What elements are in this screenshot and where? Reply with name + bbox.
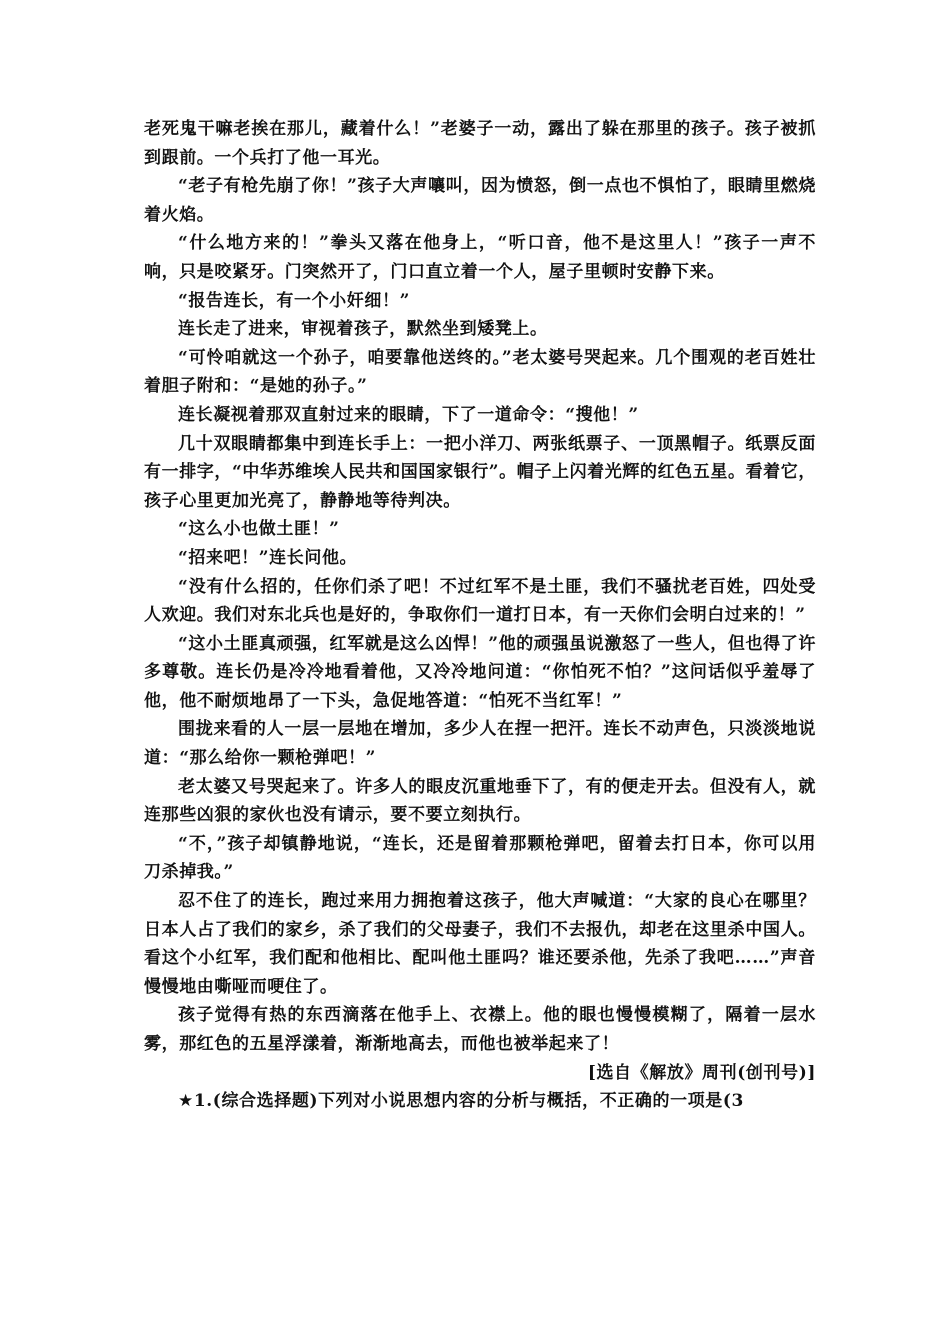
question-type: (综合选择题) bbox=[212, 1091, 319, 1112]
paragraph-16: 忍不住了的连长，跑过来用力拥抱着这孩子，他大声喊道：“大家的良心在哪里？日本人占了我们的家乡，杀了我们的父母妻子，我们不去报仇，却老在这里杀中国人。看这个小红军，我们配和他相比、配叫他土匪吗？谁还要杀他，先杀了我吧……”声音慢慢地由嘶哑而哽住了。 bbox=[144, 891, 816, 997]
paragraph-9: “这么小也做土匪！” bbox=[178, 519, 340, 540]
question-number: 1. bbox=[193, 1091, 213, 1112]
paragraph-11: “没有什么招的，任你们杀了吧！不过红军不是土匪，我们不骚扰老百姓，四处受人欢迎。我们对东北兵也是好的，争取你们一道打日本，有一天你们会明白过来的！” bbox=[144, 576, 816, 626]
paragraph-5: 连长走了进来，审视着孩子，默然坐到矮凳上。 bbox=[178, 319, 548, 340]
star-icon: ★ bbox=[178, 1091, 194, 1112]
paragraph-7: 连长凝视着那双直射过来的眼睛，下了一道命令：“搜他！” bbox=[178, 404, 639, 425]
paragraph-12: “这小土匪真顽强，红军就是这么凶悍！”他的顽强虽说激怒了一些人，但也得了许多尊敬。连长仍是冷冷地看着他，又冷冷地问道：“你怕死不怕？”这问话似乎羞辱了他，他不耐烦地昂了一下头，急促地答道：“怕死不当红军！” bbox=[144, 633, 816, 711]
paragraph-10: “招来吧！”连长问他。 bbox=[178, 547, 358, 568]
story-text bbox=[144, 115, 816, 1116]
paragraph-14: 老太婆又号哭起来了。许多人的眼皮沉重地垂下了，有的便走开去。但没有人，就连那些凶狠的家伙也没有请示，要不要立刻执行。 bbox=[144, 776, 816, 826]
paragraph-17: 孩子觉得有热的东西滴落在他手上、衣襟上。他的眼也慢慢模糊了，隔着一层水雾，那红色的五星浮漾着，渐渐地高去，而他也被举起来了！ bbox=[144, 1005, 816, 1054]
paragraph-8: 几十双眼睛都集中到连长手上：一把小洋刀、两张纸票子、一顶黑帽子。纸票反面有一排字，“中华苏维埃人民共和国国家银行”。帽子上闪着光辉的红色五星。看着它，孩子心里更加光亮了，静静地等待判决。 bbox=[144, 433, 816, 511]
source-citation: [选自《解放》周刊(创刊号)] bbox=[587, 1062, 816, 1083]
paragraph-13: 围拢来看的人一层一层地在增加，多少人在捏一把汗。连长不动声色，只淡淡地说道：“那么给你一颗枪弹吧！” bbox=[144, 719, 816, 769]
paragraph-15: “不，”孩子却镇静地说，“连长，还是留着那颗枪弹吧，留着去打日本，你可以用刀杀掉我。” bbox=[144, 833, 816, 883]
paragraph-1: 老死鬼干嘛老挨在那儿，藏着什么！”老婆子一动，露出了躲在那里的孩子。孩子被抓到跟前。一个兵打了他一耳光。 bbox=[144, 119, 816, 168]
question-1 bbox=[144, 1087, 816, 1116]
paragraph-4: “报告连长，有一个小奸细！” bbox=[178, 290, 410, 311]
question-text: 下列对小说思想内容的分析与概括，不正确的一项是(3 bbox=[318, 1091, 744, 1112]
paragraph-2: “老子有枪先崩了你！”孩子大声嚷叫，因为愤怒，倒一点也不惧怕了，眼睛里燃烧着火焰。 bbox=[144, 176, 816, 225]
paragraph-6: “可怜咱就这一个孙子，咱要靠他送终的。”老太婆号哭起来。几个围观的老百姓壮着胆子附和：“是她的孙子。” bbox=[144, 347, 816, 397]
paragraph-3: “什么地方来的！”拳头又落在他身上，“听口音，他不是这里人！”孩子一声不响，只是咬紧牙。门突然开了，门口直立着一个人，屋子里顿时安静下来。 bbox=[144, 233, 816, 282]
